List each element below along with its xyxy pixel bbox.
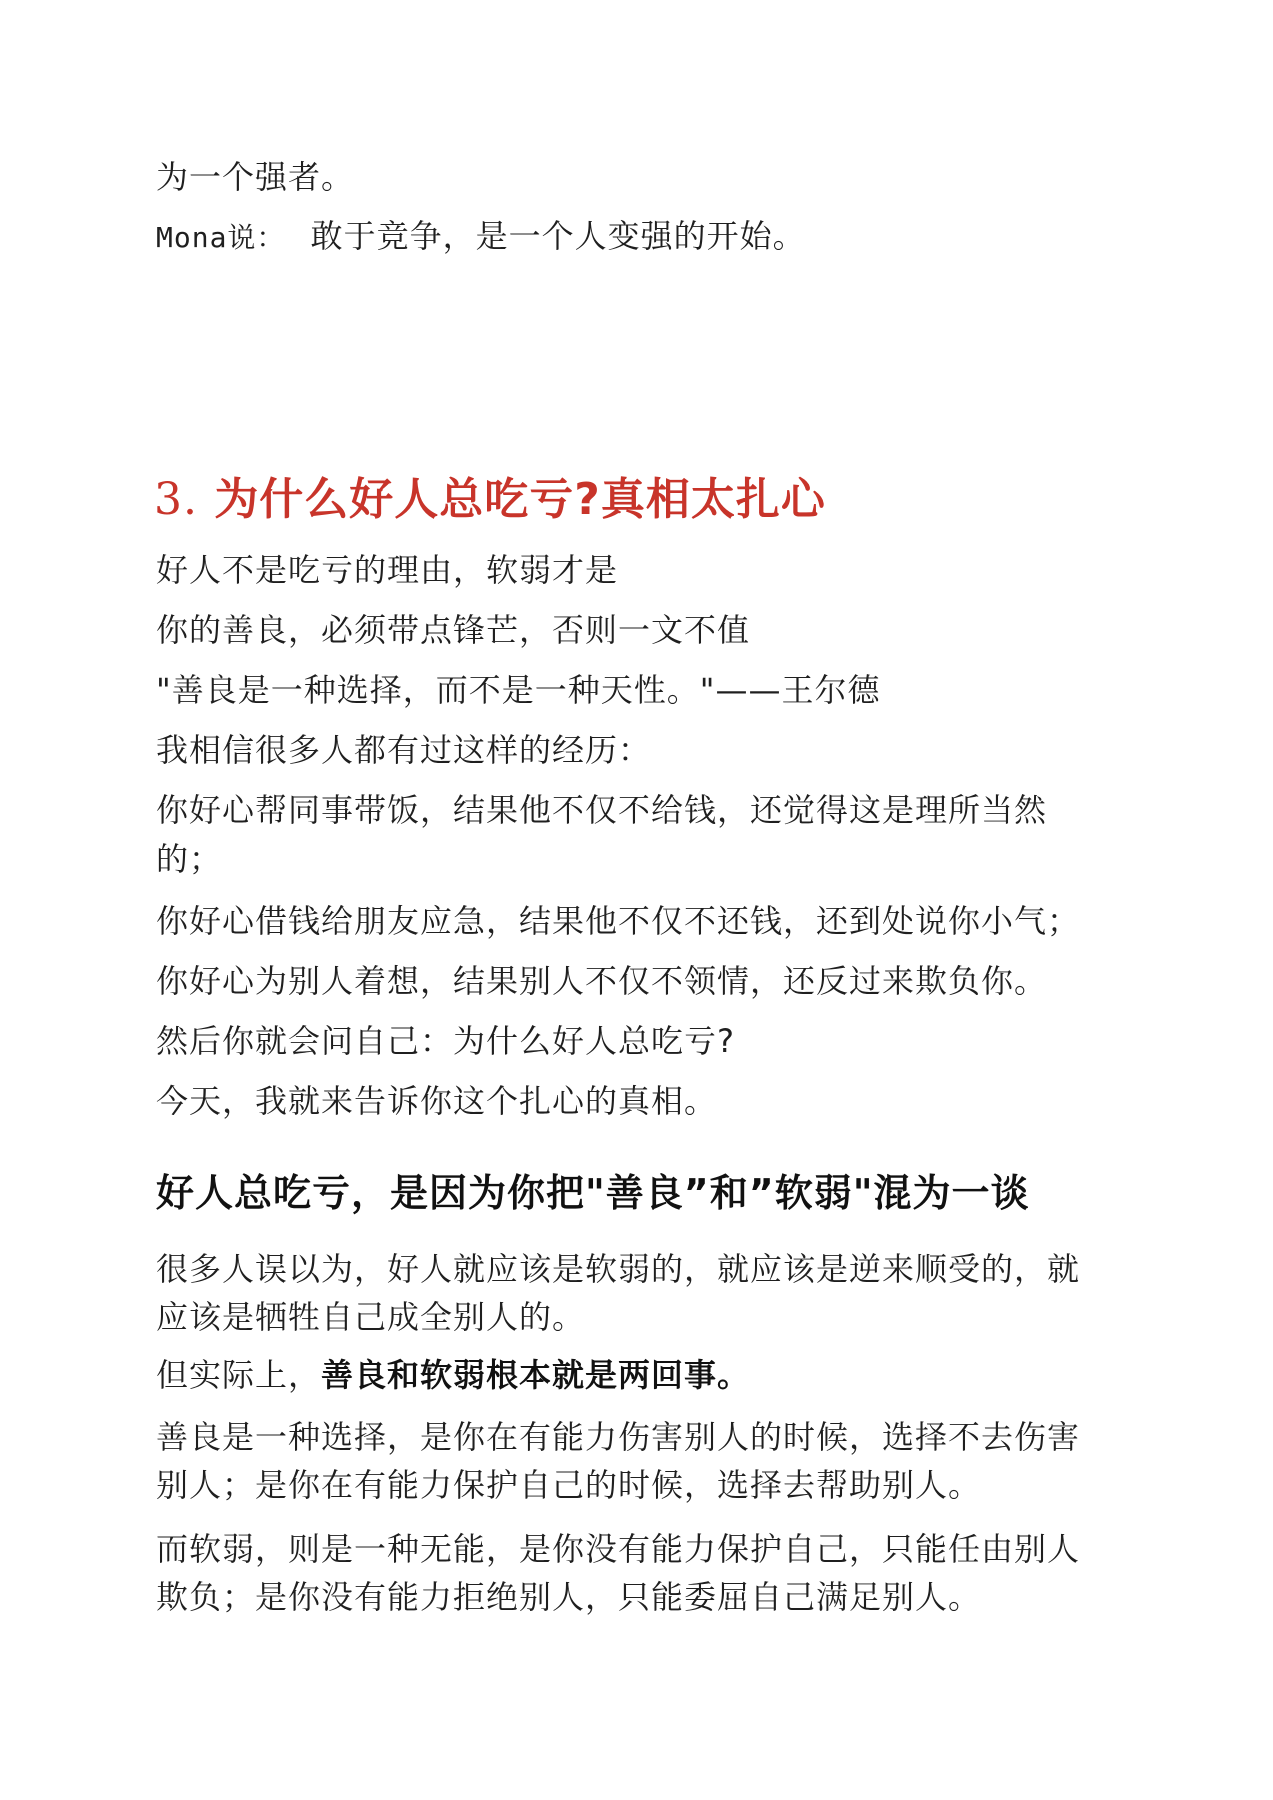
paragraph-line: 你好心借钱给朋友应急，结果他不仅不还钱，还到处说你小气； [156,902,1081,940]
paragraph-line: 然后你就会问自己：为什么好人总吃亏? [156,1022,735,1060]
paragraph-line: 的； [156,840,223,878]
paragraph-line: 应该是牺牲自己成全别人的。 [156,1298,586,1336]
paragraph-line: 今天，我就来告诉你这个扎心的真相。 [156,1082,718,1120]
section-heading [154,470,826,530]
paragraph-line: 你的善良，必须带点锋芒，否则一文不值 [156,611,751,649]
subsection-heading: 好人总吃亏，是因为你把"善良”和”软弱"混为一谈 [156,1171,1030,1215]
mona-quote-line [156,212,806,262]
paragraph-line: 为一个强者。 [156,158,355,196]
paragraph-line: 善良是一种选择，是你在有能力伤害别人的时候，选择不去伤害 [156,1418,1081,1456]
paragraph-line: 好人不是吃亏的理由，软弱才是 [156,551,619,589]
mona-quote-text: 敢于竞争，是一个人变强的开始。 [310,217,806,255]
emphasis-text: 善良和软弱根本就是两回事。 [321,1356,751,1394]
paragraph-line: 你好心帮同事带饭，结果他不仅不给钱，还觉得这是理所当然 [156,791,1048,829]
quote-line: "善良是一种选择，而不是一种天性。"——王尔德 [156,671,881,709]
section-title: 为什么好人总吃亏?真相太扎心 [214,474,826,525]
paragraph-line: 我相信很多人都有过这样的经历： [156,731,652,769]
paragraph-line: 你好心为别人着想，结果别人不仅不领情，还反过来欺负你。 [156,962,1048,1000]
paragraph-prefix: 但实际上， [156,1356,322,1394]
paragraph-line [156,1351,750,1399]
paragraph-line: 欺负；是你没有能力拒绝别人，只能委屈自己满足别人。 [156,1578,982,1616]
section-number: 3. [154,474,198,525]
mona-prefix: Mona说： [156,221,286,254]
paragraph-line: 别人；是你在有能力保护自己的时候，选择去帮助别人。 [156,1466,982,1504]
paragraph-line: 而软弱，则是一种无能，是你没有能力保护自己，只能任由别人 [156,1530,1081,1568]
paragraph-line: 很多人误以为，好人就应该是软弱的，就应该是逆来顺受的，就 [156,1250,1081,1288]
